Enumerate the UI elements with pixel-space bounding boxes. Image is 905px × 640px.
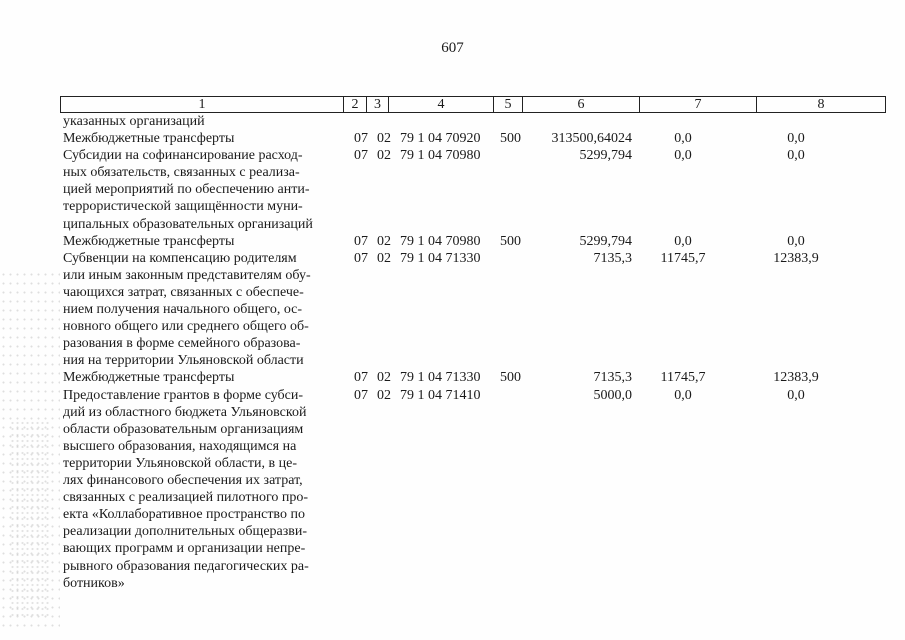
table-body: [0, 113, 905, 592]
table-header: [60, 96, 886, 113]
description-line: новного общего или среднего общего об-: [63, 319, 309, 335]
table-row: [0, 387, 905, 592]
target-article-code: 79 1 04 70920: [400, 131, 481, 147]
amount-col-8: 12383,9: [773, 370, 819, 386]
section-code: 07: [354, 370, 368, 386]
target-article-code: 79 1 04 71410: [400, 387, 481, 403]
description-line: ния на территории Ульяновской области: [63, 353, 304, 369]
amount-col-6: 7135,3: [593, 250, 632, 266]
description-line: реализации дополнительных общеразви-: [63, 524, 308, 540]
subsection-code: 02: [377, 370, 391, 386]
target-article-code: 79 1 04 70980: [400, 148, 481, 164]
row-description: [63, 250, 347, 370]
amount-col-8: 0,0: [787, 233, 805, 249]
row-description: [63, 130, 347, 147]
table-row: [0, 250, 905, 370]
description-line: указанных организаций: [63, 114, 205, 129]
page-number: 607: [441, 40, 464, 56]
amount-col-8: 0,0: [787, 387, 805, 403]
section-code: 07: [354, 131, 368, 147]
target-article-code: 79 1 04 71330: [400, 370, 481, 386]
description-line: цией мероприятий по обеспечению анти-: [63, 182, 310, 198]
subsection-code: 02: [377, 148, 391, 164]
amount-col-6: 5299,794: [579, 148, 632, 164]
amount-col-7: 11745,7: [660, 250, 706, 266]
description-line: Предоставление грантов в форме субси-: [63, 387, 304, 403]
description-line: чающихся затрат, связанных с обеспече-: [63, 284, 304, 300]
subsection-code: 02: [377, 250, 391, 266]
amount-col-7: 0,0: [674, 233, 692, 249]
description-line: области образовательным организациям: [63, 421, 304, 437]
description-line: высшего образования, находящимся на: [63, 438, 297, 454]
table-row: [0, 147, 905, 233]
description-line: Межбюджетные трансферты: [63, 233, 235, 249]
description-line: вающих программ и организации непре-: [63, 541, 306, 557]
amount-col-7: 0,0: [674, 148, 692, 164]
header-col-6: 6: [523, 97, 640, 112]
amount-col-8: 0,0: [787, 148, 805, 164]
amount-col-6: 313500,64024: [551, 131, 632, 147]
description-line: екта «Коллаборативное пространство по: [63, 507, 305, 523]
description-line: ных обязательств, связанных с реализа-: [63, 165, 300, 181]
section-code: 07: [354, 387, 368, 403]
table-row: [0, 113, 905, 130]
description-line: разования в форме семейного образова-: [63, 336, 301, 352]
target-article-code: 79 1 04 71330: [400, 250, 481, 266]
section-code: 07: [354, 233, 368, 249]
row-description: [63, 387, 347, 592]
header-col-1: 1: [61, 97, 344, 112]
section-code: 07: [354, 148, 368, 164]
subsection-code: 02: [377, 131, 391, 147]
amount-col-7: 0,0: [674, 387, 692, 403]
description-line: Межбюджетные трансферты: [63, 370, 235, 386]
description-line: рывного образования педагогических ра-: [63, 558, 309, 574]
expense-type-code: 500: [500, 131, 521, 147]
header-col-2: 2: [344, 97, 367, 112]
description-line: ботников»: [63, 575, 125, 591]
amount-col-6: 5000,0: [593, 387, 632, 403]
amount-col-7: 11745,7: [660, 370, 706, 386]
header-col-4: 4: [389, 97, 494, 112]
description-line: территории Ульяновской области, в це-: [63, 455, 297, 471]
amount-col-7: 0,0: [674, 131, 692, 147]
amount-col-8: 12383,9: [773, 250, 819, 266]
row-description: [63, 369, 347, 386]
row-description: [63, 233, 347, 250]
row-description: [63, 147, 347, 232]
row-description: [63, 113, 347, 130]
description-line: дий из областного бюджета Ульяновской: [63, 404, 307, 420]
header-col-7: 7: [640, 97, 757, 112]
section-code: 07: [354, 250, 368, 266]
description-line: связанных с реализацией пилотного про-: [63, 490, 309, 506]
subsection-code: 02: [377, 387, 391, 403]
description-line: лях финансового обеспечения их затрат,: [63, 473, 303, 489]
description-line: ципальных образовательных организаций: [63, 216, 313, 232]
expense-type-code: 500: [500, 233, 521, 249]
description-line: Субсидии на софинансирование расход-: [63, 148, 303, 164]
header-col-3: 3: [367, 97, 389, 112]
description-line: или иным законным представителям обу-: [63, 267, 311, 283]
description-line: Межбюджетные трансферты: [63, 131, 235, 147]
amount-col-6: 7135,3: [593, 370, 632, 386]
description-line: Субвенции на компенсацию родителям: [63, 250, 297, 266]
target-article-code: 79 1 04 70980: [400, 233, 481, 249]
subsection-code: 02: [377, 233, 391, 249]
header-col-8: 8: [817, 97, 825, 112]
table-row: [0, 130, 905, 147]
header-col-5: 5: [494, 97, 523, 112]
amount-col-6: 5299,794: [579, 233, 632, 249]
description-line: нием получения начального общего, ос-: [63, 302, 303, 318]
table-row: [0, 369, 905, 386]
table-row: [0, 233, 905, 250]
description-line: террористической защищённости муни-: [63, 199, 303, 215]
amount-col-8: 0,0: [787, 131, 805, 147]
expense-type-code: 500: [500, 370, 521, 386]
